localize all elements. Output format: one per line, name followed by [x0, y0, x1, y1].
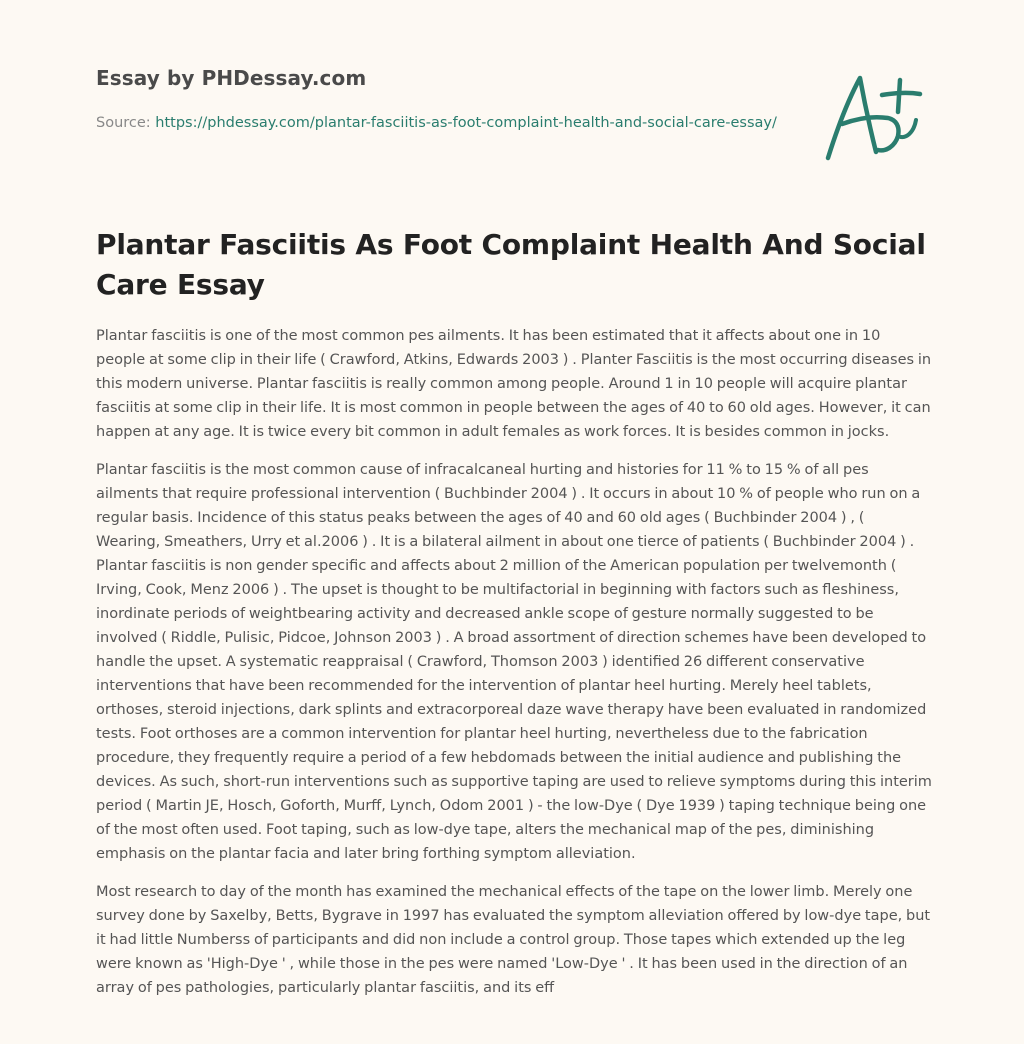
site-title: Essay by PHDessay.com: [96, 66, 367, 90]
essay-paragraph: Plantar fasciitis is one of the most common pes ailments. It has been estimated that it affects about one in 10 people at some clip in their life ( Crawford, Atkins, Edwards 2003 ) . Planter Fasciitis is the most occurring diseases in this modern universe. Plantar fasciitis is really common among people. Around 1 in 10 people will acquire plantar fasciitis at some clip in their life. It is most common in people between the ages of 40 to 60 old ages. However, it can happen at any age. It is twice every bit common in adult females as work forces. It is besides common in jocks.: [96, 328, 932, 440]
source-line: [96, 111, 786, 135]
a-plus-grade-icon: [816, 66, 932, 166]
essay-title: Plantar Fasciitis As Foot Complaint Health And Social Care Essay: [96, 228, 926, 301]
source-label: Source:: [96, 115, 156, 131]
essay-body: [96, 324, 932, 1014]
essay-paragraph: Plantar fasciitis is the most common cause of infracalcaneal hurting and histories for 11 % to 15 % of all pes ailments that require professional intervention ( Buchbinder 2004 ) . It occurs in about 10 % of people who run on a regular basis. Incidence of this status peaks between the ages of 40 and 60 old ages ( Buchbinder 2004 ) , ( Wearing, Smeathers, Urry et al.2006 ) . It is a bilateral ailment in about one tierce of patients ( Buchbinder 2004 ) . Plantar fasciitis is non gender specific and affects about 2 million of the American population per twelvemonth ( Irving, Cook, Menz 2006 ) . The upset is thought to be multifactorial in beginning with factors such as fleshiness, inordinate periods of weightbearing activity and decreased ankle scope of gesture normally suggested to be involved ( Riddle, Pulisic, Pidcoe, Johnson 2003 ) . A broad assortment of direction schemes have been developed to handle the upset. A systematic reappraisal ( Crawford, Thomson 2003 ) identified 26 different conservative interventions that have been recommended for the intervention of plantar heel hurting. Merely heel tablets, orthoses, steroid injections, dark splints and extracorporeal daze wave therapy have been evaluated in randomized tests. Foot orthoses are a common intervention for plantar heel hurting, nevertheless due to the fabrication procedure, they frequently require a period of a few hebdomads between the initial audience and publishing the devices. As such, short-run interventions such as supportive taping are used to relieve symptoms during this interim period ( Martin JE, Hosch, Goforth, Murff, Lynch, Odom 2001 ) - the low-Dye ( Dye 1939 ) taping technique being one of the most often used. Foot taping, such as low-dye tape, alters the mechanical map of the pes, diminishing emphasis on the plantar facia and later bring forthing symptom alleviation.: [96, 462, 932, 862]
essay-paragraph: Most research to day of the month has examined the mechanical effects of the tape on the lower limb. Merely one survey done by Saxelby, Betts, Bygrave in 1997 has evaluated the symptom alleviation offered by low-dye tape, but it had little Numberss of participants and did non include a control group. Those tapes which extended up the leg were known as 'High-Dye ' , while those in the pes were named 'Low-Dye ' . It has been used in the direction of an array of pes pathologies, particularly plantar fasciitis, and its eff: [96, 884, 931, 996]
source-link[interactable]: https://phdessay.com/plantar-fasciitis-as-foot-complaint-health-and-social-care-essay/: [155, 115, 777, 131]
essay-page: [96, 0, 932, 1044]
